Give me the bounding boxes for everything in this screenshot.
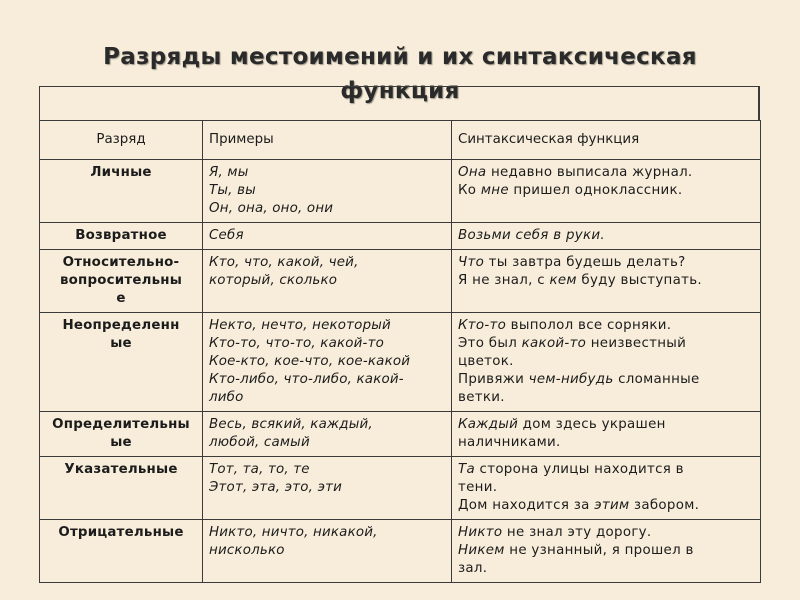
sentence-fragment: сторона улицы находится в — [475, 462, 684, 477]
category-text: е — [116, 291, 126, 306]
category-cell — [40, 250, 203, 313]
category-cell — [40, 160, 203, 223]
category-text: Возвратное — [75, 228, 167, 243]
category-text: Неопределенн — [62, 318, 180, 333]
example-text: Кто-либо, что-либо, какой- — [209, 372, 404, 387]
table-header-row — [40, 121, 761, 160]
function-sentence — [458, 353, 754, 371]
table-row — [40, 160, 761, 223]
table-row — [40, 457, 761, 520]
pronoun-highlight: Что — [458, 255, 485, 270]
sentence-fragment: не знал эту дорогу. — [502, 525, 652, 540]
title-line-1: Разряды местоимений и их синтаксическая — [103, 44, 697, 70]
category-text: вопросительны — [59, 273, 183, 288]
pronoun-highlight: мне — [480, 183, 509, 198]
function-sentence — [458, 497, 754, 515]
function-sentence — [458, 227, 754, 245]
pronoun-highlight: Никто — [458, 525, 503, 540]
function-sentence — [458, 317, 754, 335]
category-cell — [40, 520, 203, 583]
example-text: Ты, вы — [209, 183, 256, 198]
examples-cell — [203, 223, 452, 250]
function-sentence — [458, 272, 754, 290]
function-sentence — [458, 461, 754, 479]
function-cell — [452, 313, 761, 412]
table-row — [40, 250, 761, 313]
example-text: нисколько — [209, 543, 285, 558]
examples-cell — [203, 313, 452, 412]
header-examples: Примеры — [203, 121, 452, 160]
sentence-fragment: дом здесь украшен — [518, 417, 666, 432]
example-text: Кто-то, что-то, какой-то — [209, 336, 384, 351]
sentence-fragment: неизвестный — [586, 336, 687, 351]
example-text: Тот, та, то, те — [209, 462, 310, 477]
examples-cell — [203, 520, 452, 583]
function-cell — [452, 250, 761, 313]
pronoun-highlight: этим — [594, 498, 630, 513]
pronoun-highlight: Она — [458, 165, 487, 180]
category-text: Относительно- — [62, 255, 180, 270]
function-sentence — [458, 542, 754, 560]
example-text: Он, она, оно, они — [209, 201, 334, 216]
function-cell — [452, 457, 761, 520]
sentence-fragment: Это был — [458, 336, 522, 351]
examples-cell — [203, 160, 452, 223]
table-top-frame — [39, 86, 760, 121]
example-text: Некто, нечто, некоторый — [209, 318, 391, 333]
function-cell — [452, 223, 761, 250]
sentence-fragment: Привяжи — [458, 372, 529, 387]
example-text: который, сколько — [209, 273, 338, 288]
sentence-fragment: сломанные — [613, 372, 700, 387]
sentence-fragment: ты завтра будешь делать? — [484, 255, 686, 270]
category-cell — [40, 223, 203, 250]
category-text: Определительны — [52, 417, 190, 432]
pronoun-highlight: Кто-то — [458, 318, 507, 333]
pronoun-highlight: кем — [549, 273, 577, 288]
pronoun-highlight: Никем — [458, 543, 505, 558]
example-text: Этот, эта, это, эти — [209, 480, 343, 495]
example-text: любой, самый — [209, 435, 310, 450]
example-text: Себя — [209, 228, 244, 243]
example-text: либо — [209, 390, 244, 405]
sentence-fragment: Ко — [458, 183, 481, 198]
category-cell — [40, 412, 203, 457]
category-text: ые — [110, 336, 132, 351]
sentence-fragment: Я не знал, с — [458, 273, 550, 288]
sentence-fragment: не узнанный, я прошел в — [504, 543, 694, 558]
function-sentence — [458, 254, 754, 272]
sentence-fragment: ветки. — [458, 390, 505, 405]
category-text: ые — [110, 435, 132, 450]
sentence-fragment: выполол все сорняки. — [506, 318, 672, 333]
function-cell — [452, 160, 761, 223]
function-cell — [452, 520, 761, 583]
sentence-fragment: пришел одноклассник. — [508, 183, 683, 198]
function-sentence — [458, 389, 754, 407]
pronoun-highlight: чем-нибудь — [528, 372, 614, 387]
examples-cell — [203, 457, 452, 520]
examples-cell — [203, 412, 452, 457]
examples-cell — [203, 250, 452, 313]
example-text: Кто, что, какой, чей, — [209, 255, 359, 270]
category-cell — [40, 457, 203, 520]
header-function: Синтаксическая функция — [452, 121, 761, 160]
function-sentence — [458, 335, 754, 353]
pronoun-highlight: Возьми себя в руки. — [458, 228, 605, 243]
sentence-fragment: буду выступать. — [576, 273, 702, 288]
function-sentence — [458, 416, 754, 434]
function-sentence — [458, 560, 754, 578]
category-cell — [40, 313, 203, 412]
title-line-2: функция — [340, 78, 460, 104]
table-row — [40, 223, 761, 250]
function-sentence — [458, 182, 754, 200]
table-row — [40, 313, 761, 412]
pronoun-table — [39, 120, 761, 583]
pronoun-highlight: Та — [458, 462, 475, 477]
header-category: Разряд — [40, 121, 203, 160]
category-text: Указательные — [64, 462, 178, 477]
pronoun-highlight: Каждый — [458, 417, 519, 432]
table-row — [40, 520, 761, 583]
sentence-fragment: забором. — [629, 498, 700, 513]
example-text: Никто, ничто, никакой, — [209, 525, 378, 540]
function-sentence — [458, 164, 754, 182]
example-text: Я, мы — [209, 165, 249, 180]
function-cell — [452, 412, 761, 457]
sentence-fragment: цветок. — [458, 354, 514, 369]
example-text: Весь, всякий, каждый, — [209, 417, 373, 432]
function-sentence — [458, 524, 754, 542]
example-text: Кое-кто, кое-что, кое-какой — [209, 354, 411, 369]
sentence-fragment: Дом находится за — [458, 498, 595, 513]
category-text: Личные — [90, 165, 152, 180]
sentence-fragment: наличниками. — [458, 435, 561, 450]
sentence-fragment: тени. — [458, 480, 498, 495]
function-sentence — [458, 434, 754, 452]
category-text: Отрицательные — [58, 525, 184, 540]
function-sentence — [458, 371, 754, 389]
sentence-fragment: зал. — [458, 561, 488, 576]
sentence-fragment: недавно выписала журнал. — [486, 165, 693, 180]
function-sentence — [458, 479, 754, 497]
pronoun-highlight: какой-то — [521, 336, 587, 351]
table-row — [40, 412, 761, 457]
